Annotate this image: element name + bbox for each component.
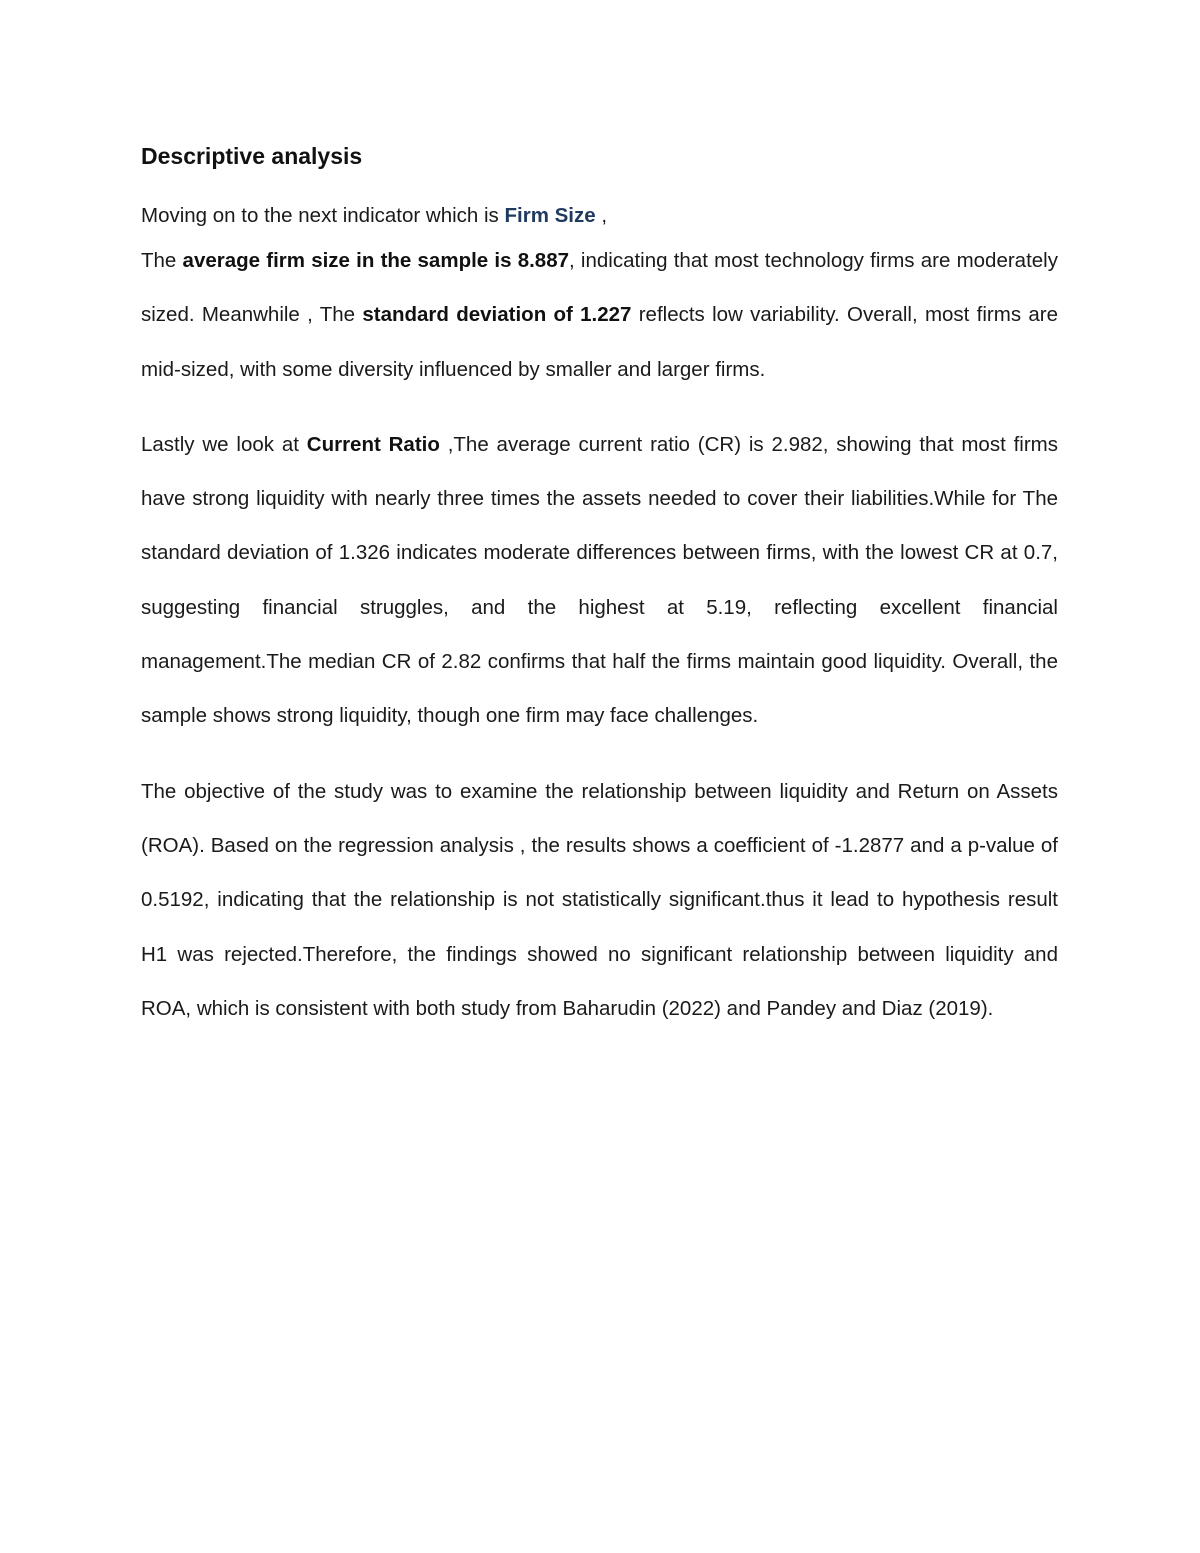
p1-bold-std-dev: standard deviation of 1.227 (362, 303, 632, 327)
section-heading: Descriptive analysis (141, 143, 363, 169)
paragraph-regression: The objective of the study was to examine the relationship between liquidity and Return on Assets (ROA). Based on the regression analysis , the results shows a coefficient of -1.2877 and a p-value of 0.5192, indicating that the relationship is not statistically significant.thus it lead to hypothesis result H1 was rejected.Therefore, the findings showed no significant relationship between liquidity and ROA, which is consistent with both study from Baharudin (2022) and Pandey and Diaz (2019). (141, 779, 1058, 1020)
p2-text-1: Lastly we look at (141, 432, 307, 456)
intro-suffix: , (595, 204, 608, 227)
paragraph-firm-size (141, 234, 1058, 397)
p2-text-2: ,The average current ratio (CR) is 2.982, showing that most firms have strong liquidity with nearly three times the assets needed to cover their liabilities.While for The standard deviation of 1.326 indicates moderate differences between firms, with the lowest CR at 0.7, suggesting financial struggles, and the highest at 5.19, reflecting excellent financial management.The median CR of 2.82 confirms that half the firms maintain good liquidity. Overall, the sample shows strong liquidity, though one firm may face challenges. (141, 432, 1059, 728)
firm-size-highlight: Firm Size (504, 204, 596, 227)
p1-text-1: The (141, 249, 183, 272)
p2-bold-current-ratio: Current Ratio (306, 432, 440, 456)
p1-text-3: reflects low variability. Overall, most firms are mid-sized, with some diversity influenced by smaller and larger firms. (141, 303, 1058, 381)
paragraph-current-ratio (141, 418, 1058, 744)
document-page (141, 138, 1058, 1036)
p1-text-2: , indicating that most technology firms are moderately sized. Meanwhile , The (141, 249, 1058, 327)
intro-prefix: Moving on to the next indicator which is (141, 204, 505, 227)
p1-bold-average: average firm size in the sample is 8.887 (182, 249, 569, 272)
intro-line (141, 198, 1058, 234)
